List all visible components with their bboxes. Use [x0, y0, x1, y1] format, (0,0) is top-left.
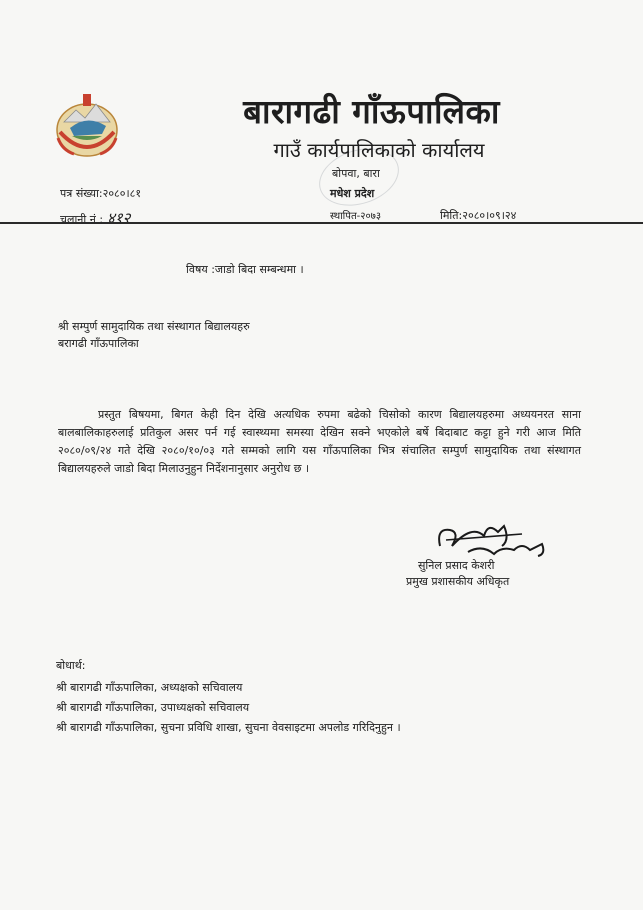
established-year: स्थापित-२०७३: [330, 211, 382, 222]
subject-line: विषय :जाडो बिदा सम्बन्धमा ।: [186, 263, 304, 276]
addressee-line: बरागढी गाँऊपालिका: [58, 337, 139, 350]
office-address: बोपवा, बारा: [332, 167, 380, 180]
cc-item: श्री बारागढी गाँऊपालिका, सुचना प्रविधि शाखा, सुचना वेवसाइटमा अपलोड गरिदिनुहुन ।: [56, 721, 401, 734]
cc-item: श्री बारागढी गाँऊपालिका, उपाध्यक्षको सचिवालय: [56, 701, 250, 714]
handwritten-signature: [432, 516, 554, 562]
signatory-title: प्रमुख प्रशासकीय अधिकृत: [406, 575, 510, 588]
signatory-name: सुनिल प्रसाद केशरी: [418, 559, 495, 572]
letter-date: मिति:२०८०।०९।२४: [440, 209, 517, 222]
addressee-line: श्री सम्पुर्ण सामुदायिक तथा संस्थागत बिद्यालयहरु: [58, 320, 250, 333]
office-name: गाउँ कार्यपालिकाको कार्यालय: [273, 138, 485, 162]
province-name: मधेश प्रदेश: [330, 187, 375, 200]
dispatch-number: [60, 208, 130, 228]
cc-item: श्री बारागढी गाँऊपालिका, अध्यक्षको सचिवालय: [56, 681, 243, 694]
letter-number: पत्र संख्या:२०८०।८१: [60, 187, 142, 200]
cc-heading: बोधार्थ:: [56, 659, 86, 672]
header-divider: [0, 222, 643, 224]
body-paragraph: प्रस्तुत बिषयमा, बिगत केही दिन देखि अत्यधिक रुपमा बढेको चिसोको कारण बिद्यालयहरुमा अध्ययनरत साना बालबालिकाहरुलाई प्रतिकुल असर पर्न गई स्वास्थ्यमा समस्या देखिन सक्ने भएकोले बर्षे बिदाबाट कट्टा हुने गरी आज मिति २०८०/०९/२४ गते देखि २०८०/१०/०३ गते सम्मको लागि यस गाँऊपालिका भित्र संचालित सम्पुर्ण सामुदायिक तथा संस्थागत बिद्यालयहरुले जाडो बिदा मिलाउनुहुन निर्देशनानुसार अनुरोध छ ।: [58, 408, 581, 475]
dispatch-value: ४१२: [107, 209, 131, 227]
org-name: बारागढी गाँऊपालिका: [243, 92, 500, 131]
cc-list: [56, 678, 401, 738]
dispatch-label: चलानी नं :: [60, 213, 104, 226]
addressee-block: [58, 318, 250, 352]
